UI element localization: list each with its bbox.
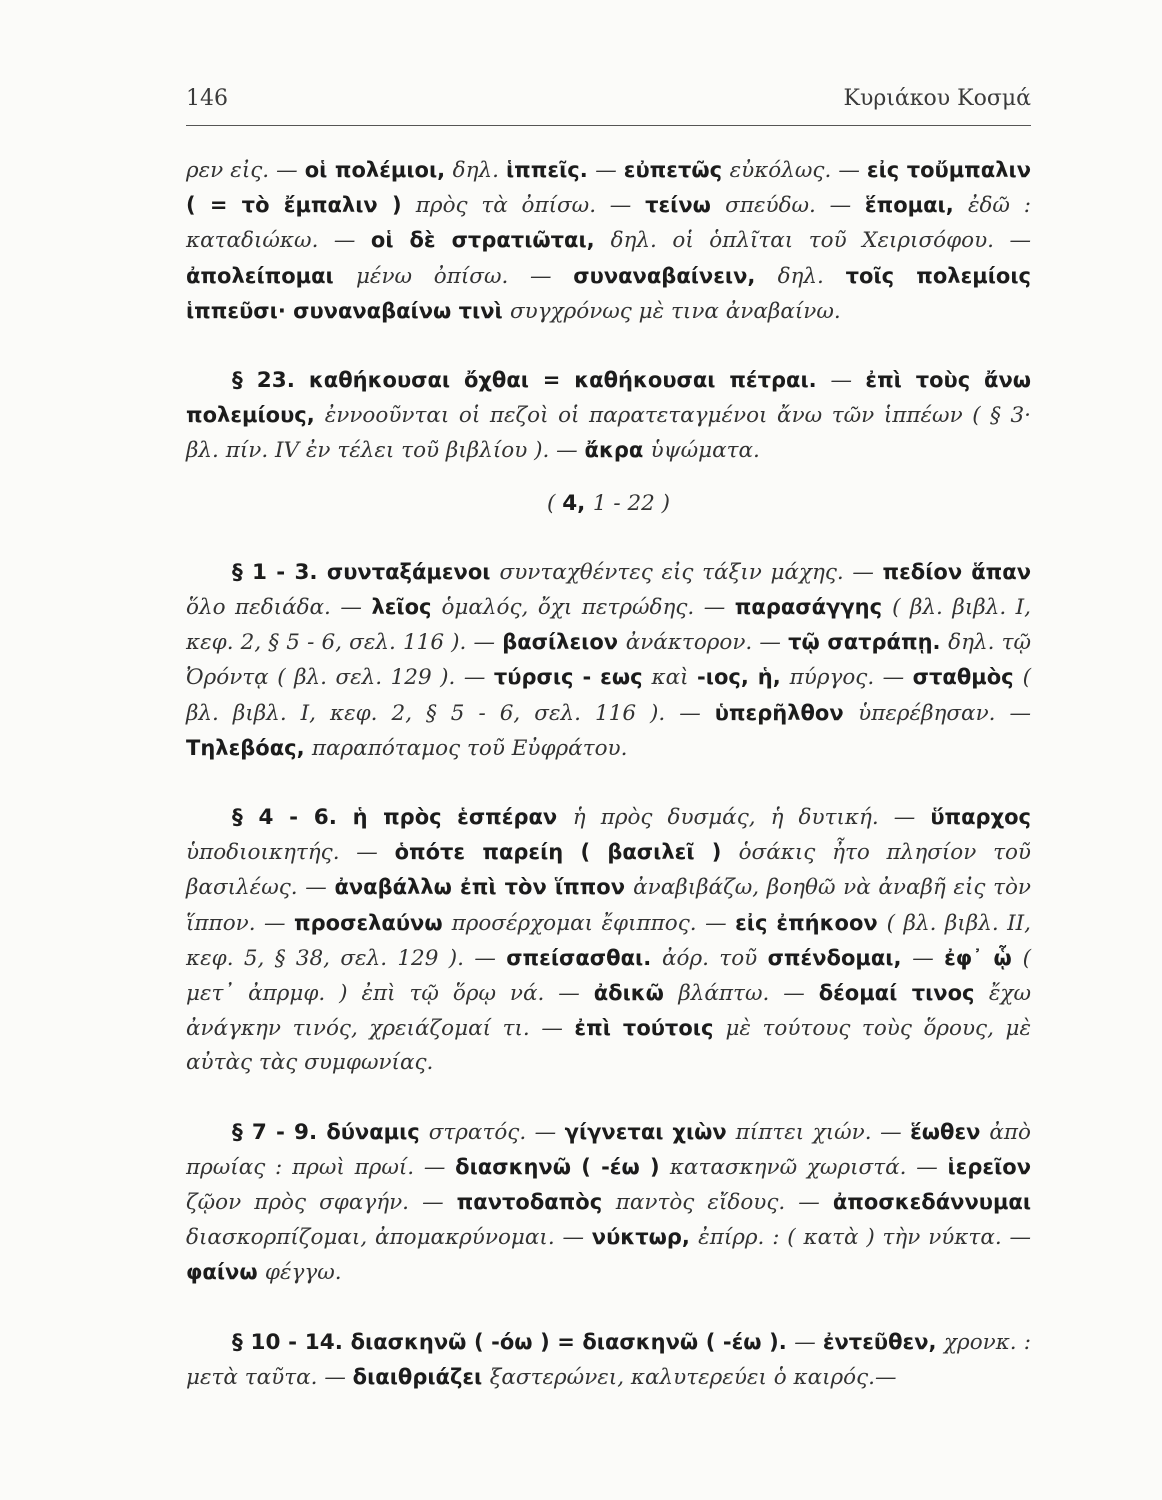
headword: ἡ πρὸς ἑσπέραν [352,805,573,830]
chapter-heading [186,487,1031,521]
headword: παντοδαπὸς [456,1190,616,1215]
gloss: — [912,945,945,971]
gloss: ἀπὸ πρωίας : πρωὶ πρωί. — [186,1119,1031,1180]
headword: ἕωθεν [910,1119,990,1144]
commentary-body [186,153,1031,1395]
gloss: δηλ. τῷ Ὀρόντᾳ ( βλ. σελ. 129 ). — [186,630,1032,691]
gloss: ζῷον πρὸς σφαγήν. — [186,1190,457,1216]
gloss: ἀνάκτορον. — [625,630,789,656]
page-number: 146 [186,86,228,111]
gloss: δηλ. [777,263,846,289]
section-ref: § 7 - 9. [232,1119,327,1145]
headword: ἕπομαι, [864,193,968,218]
gloss: εὐκόλως. — [729,158,867,183]
gloss: ὑψώματα. [650,438,760,464]
gloss: μένω ὀπίσω. — [355,263,574,289]
gloss: ( [546,490,563,516]
gloss: ἐδῶ : καταδιώκω. — [186,193,1031,254]
gloss: ( βλ. βιβλ. I, κεφ. 2, § 5 - 6, σελ. 116 ). — [186,595,1032,656]
gloss: ἡ πρὸς δυσμάς, ἡ δυτική. — [572,805,931,831]
running-title: Κυριάκου Κοσμά [843,86,1031,111]
gloss: ἐννοοῦνται οἱ πεζοὶ οἱ παρατεταγμένοι ἄνω τῶν ἱππέων ( § 3· βλ. πίν. IV ἐν τέλει τοῦ βιβλίου ). — [186,403,1032,464]
gloss: πρὸς τὰ ὀπίσω. — [415,193,646,219]
headword: ἐπὶ τούτοις [574,1016,726,1041]
gloss: ξαστερώνει, καλυτερεύει ὁ καιρός.— [489,1364,897,1390]
headword: πεδίον ἅπαν [882,559,1032,584]
headword: σπείσασθαι. [506,945,663,970]
headword: εὐπετῶς [623,158,730,182]
gloss: πίπτει χιών. — [735,1119,911,1145]
gloss: κατασκηνῶ χωριστά. — [669,1154,948,1180]
section-ref: § 4 - 6. [232,805,353,831]
headword: ἐφ᾽ ᾧ [944,945,1023,970]
gloss: ( μετ᾽ ἀπρμφ. ) ἐπὶ τῷ ὅρῳ νά. — [186,945,1032,1007]
headword: βασίλειον [502,630,626,655]
headword: εἰς ἐπήκοον [735,910,887,935]
gloss: ὑπερέβησαν. — [858,700,1031,726]
headword: συναναβαίνειν, [573,263,778,288]
headword: συνταξάμενοι [326,559,500,584]
gloss: συνταχθέντες εἰς τάξιν μάχης. — [499,559,883,585]
commentary-paragraph [186,1115,1031,1291]
headword: φαίνω [186,1260,265,1285]
gloss: δηλ. οἱ ὁπλῖται τοῦ Χειρισόφου. — [610,228,1032,254]
commentary-paragraph [186,555,1031,766]
gloss: — [595,158,624,183]
section-ref: § 10 - 14. [232,1329,351,1355]
headword: δέομαί τινος [818,981,989,1006]
commentary-paragraph [186,363,1031,469]
gloss: διασκορπίζομαι, ἀπομακρύνομαι. — [186,1225,592,1251]
gloss: σπεύδω. — [725,193,865,219]
gloss: 1 - 22 ) [592,490,671,516]
headword: σπένδομαι, [767,945,913,970]
headword: παρασάγγης [734,595,893,620]
gloss: στρατός. — [428,1119,565,1145]
headword: προσελαύνω [294,910,452,935]
section-ref: § 23. [232,368,309,394]
gloss: ὁμαλός, ὄχι πετρώδης. — [441,595,735,621]
headword: διασκηνῶ ( -όω ) = διασκηνῶ ( -έω ). [350,1329,795,1354]
gloss: ( βλ. βιβλ. II, κεφ. 5, § 38, σελ. 129 ). — [186,910,1031,971]
headword: ἀδικῶ [593,981,679,1006]
headword: ἀναβάλλω ἐπὶ τὸν ἵππον [334,875,634,900]
gloss: — [830,368,866,394]
headword: οἱ δὲ στρατιῶται, [370,228,611,253]
headword: γίγνεται χιὼν [564,1119,736,1144]
gloss: καὶ [651,665,698,691]
gloss: βλάπτω. — [678,981,819,1007]
headword: τύρσις - εως [493,665,652,690]
headword: ὕπαρχος [930,805,1032,830]
gloss: ( βλ. βιβλ. I, κεφ. 2, § 5 - 6, σελ. 116 ). — [186,665,1031,726]
headword: ἱερεῖον [947,1154,1031,1179]
headword: ὁπότε παρείη ( βασιλεῖ ) [394,840,739,865]
gloss: φέγγω. [264,1260,342,1286]
section-ref: § 1 - 3. [232,559,327,585]
headword: ἱππεῖς. [505,158,596,182]
headword: νύκτωρ, [591,1225,699,1250]
gloss: ἔχω ἀνάγκην τινός, χρειάζομαί τι. — [186,981,1031,1042]
headword: ἀποσκεδάννυμαι [832,1190,1032,1215]
headword: ἐντεῦθεν, [822,1329,945,1354]
gloss: — [794,1329,823,1355]
section-ref: 4, [562,490,593,516]
headword: τῷ σατράπῃ. [788,630,949,655]
headword: Τηλεβόας, [186,735,312,760]
gloss: ὑποδιοικητής. — [186,840,395,866]
headword: ἄκρα [584,438,651,463]
headword: λεῖος [371,595,442,620]
headword: ὑπερῆλθον [714,700,859,725]
headword: τείνω [645,193,726,218]
gloss: ἀόρ. τοῦ [662,945,768,971]
headword: διασκηνῶ ( -έω ) [455,1154,670,1179]
gloss: πύργος. — [789,665,913,691]
gloss: παραπόταμος τοῦ Εὐφράτου. [311,735,628,761]
gloss: παντὸς εἴδους. — [615,1190,833,1216]
header-rule [186,125,1031,126]
gloss: χρονκ. : μετὰ ταῦτα. — [186,1329,1031,1390]
running-header [186,86,1031,111]
gloss: προσέρχομαι ἔφιππος. — [451,910,736,936]
commentary-paragraph [186,800,1031,1081]
headword: ἀπολείπομαι [186,263,356,288]
gloss: μὲ τούτους τοὺς ὅρους, μὲ αὐτὰς τὰς συμφωνίας. [186,1016,1032,1076]
gloss: δηλ. [452,158,506,183]
headword: σταθμὸς [912,665,1023,690]
gloss: ἀναβιβάζω, βοηθῶ νὰ ἀναβῆ εἰς τὸν ἵππον. — [186,875,1032,936]
headword: δύναμις [326,1119,429,1144]
gloss: ρεν εἰς. — [186,158,305,183]
gloss: ἐπίρρ. : ( κατὰ ) τὴν νύκτα. — [698,1225,1031,1251]
headword: -ιος, ἡ, [697,665,790,690]
headword: οἱ πολέμιοι, [304,158,453,182]
commentary-paragraph [186,153,1031,329]
headword: ἐπὶ τοὺς ἄνω πολεμίους, [186,368,1031,428]
headword: τοῖς πολεμίοις ἱππεῦσι· συναναβαίνω τινὶ [186,263,1031,323]
gloss: ὅλο πεδιάδα. — [186,595,372,621]
gloss: ὁσάκις ἦτο πλησίον τοῦ βασιλέως. — [186,840,1031,901]
commentary-paragraph [186,1325,1031,1395]
headword: διαιθριάζει [352,1364,490,1389]
headword: καθήκουσαι ὄχθαι = καθήκουσαι πέτραι. [308,368,831,393]
gloss: συγχρόνως μὲ τινα ἀναβαίνω. [510,298,841,324]
headword: εἰς τοὔμπαλιν ( = τὸ ἔμπαλιν ) [186,158,1031,218]
